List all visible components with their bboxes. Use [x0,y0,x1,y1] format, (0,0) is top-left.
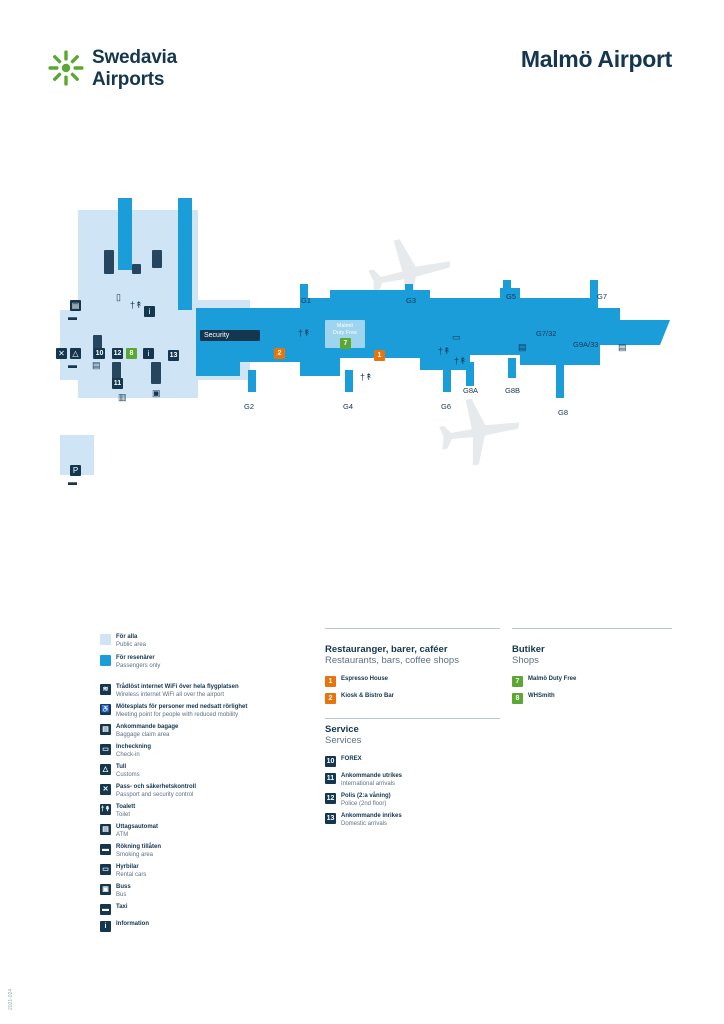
legend-label-en: Passport and security control [116,791,194,798]
page-title: Malmö Airport [520,46,672,72]
information-icon-2: i [143,348,154,359]
passport-control-icon: ✕ [56,348,67,359]
restaurant-item-1[interactable] [325,676,500,688]
check-in-icon: ▭ [100,744,111,755]
duty-free-label [325,323,365,337]
legend-item-passport-control [100,784,300,799]
divider-restaurants [325,628,500,629]
parking-icon: P [70,465,81,476]
legend-label-sw: Ankommande bagage [116,724,179,730]
brand-line-2: Airports [92,69,165,90]
map-marker-13[interactable]: 13 [169,352,178,359]
service-item-11[interactable] [325,773,500,788]
map-marker-1[interactable]: 1 [374,350,385,361]
service-item-12[interactable] [325,793,500,808]
atm-icon: ▤ [100,824,111,835]
legend-label-en: Toilet [116,811,131,818]
legend-label-sw: För alla [116,634,138,640]
toilet-icon-4: †↟ [454,356,467,366]
service-name-en: Domestic arrivals [341,820,388,827]
legend-label-sw: Buss [116,884,131,890]
legend-label-en: Baggage claim area [116,731,170,738]
legend-label-en: Check-in [116,751,140,758]
restaurants-heading-en: Restaurants, bars, coffee shops [325,655,459,666]
legend-column-restaurants [325,644,500,710]
legend-item-taxi [100,904,300,916]
map-marker-7[interactable]: 7 [340,338,351,349]
service-heading-sw: Service [325,724,359,735]
information-icon: i [144,306,155,317]
taxi-icon-2: ▬ [68,477,77,487]
legend-area-passengers [100,655,300,670]
wifi-icon: ▤ [518,342,527,352]
gate-label-G4: G4 [343,402,354,411]
legend-label-sw: Incheckning [116,744,152,750]
snowflake-icon [48,50,84,86]
legend-label-en: Smoking area [116,851,154,858]
page-header [0,0,724,120]
legend-label-sw: Information [116,921,149,927]
public-area-swatch [100,634,111,645]
map-marker-2[interactable]: 2 [274,348,285,359]
bus-icon: ▬ [68,312,77,322]
shop-name: Malmö Duty Free [528,676,577,682]
gate-label-G7: G7 [597,292,608,301]
service-name-en: Police (2nd floor) [341,800,387,807]
legend-label-en: Wireless internet WiFi all over the airport [116,691,225,698]
legend-label-sw: För resenärer [116,655,155,661]
customs-icon: △ [100,764,111,775]
gate-label-G1: G1 [301,296,312,305]
marker-13: 13 [326,815,335,822]
passengers-only-swatch [100,655,111,666]
restaurant-name: Kiosk & Bistro Bar [341,693,395,699]
toilet-icon: †↟ [100,806,111,813]
map-marker-11[interactable]: 11 [113,380,122,387]
legend-item-information [100,921,300,933]
gate-label-G7-32: G7/32 [536,329,557,338]
legend-item-customs [100,764,300,779]
security-checkpoint-label: Security [200,330,260,341]
restaurants-heading-sw: Restauranger, barer, caféer [325,644,448,655]
map-marker-10[interactable]: 10 [95,350,104,357]
service-name-en: International arrivals [341,780,396,787]
duty-free-line-1: Malmö [336,323,354,329]
passport-control-icon: ✕ [100,784,111,795]
toilet-icon: †↟ [298,328,311,338]
baggage-claim-icon: ▤ [100,724,111,735]
service-heading-en: Services [325,735,362,746]
legend-item-wifi [100,684,300,699]
service-item-10[interactable] [325,756,500,768]
bus-icon: ▣ [100,884,111,895]
brand-line-1: Swedavia [92,47,178,68]
service-name: Polis (2:a våning) [341,793,391,799]
baggage-claim-icon-2: ▣ [152,388,161,398]
legend-label-en: Meeting point for people with reduced mobility [116,711,239,718]
shop-item-7[interactable] [512,676,672,688]
map-marker-12[interactable]: 12 [113,350,122,357]
smoking-icon: ▬ [102,846,109,853]
legend-label-en: Bus [116,891,127,898]
legend-label-en: Customs [116,771,140,778]
service-name: Ankommande inrikes [341,813,402,819]
shops-heading-en: Shops [512,655,539,666]
check-in-icon-2: ▥ [118,392,127,402]
marker-12: 12 [326,795,335,802]
legend-label-sw: Trådlöst internet WiFi över hela flygplatsen [116,684,239,690]
legend-label-sw: Tull [116,764,127,770]
shops-heading-sw: Butiker [512,644,545,655]
service-name: FOREX [341,756,362,762]
legend-item-bus [100,884,300,899]
taxi-icon: ▬ [102,906,109,913]
shops-heading [512,644,672,666]
divider-shops [512,628,672,629]
legend-item-check-in [100,744,300,759]
taxi-icon: ▬ [68,360,77,370]
marker-1: 1 [325,676,336,687]
toilet-icon-2: †↟ [360,372,373,382]
legend-column-shops [512,644,672,710]
map-marker-8[interactable]: 8 [126,348,137,359]
toilet-icon-3: †↟ [438,346,451,356]
gate-label-G3: G3 [406,296,417,305]
legend-column-general [100,634,300,938]
legend-label-sw: Taxi [116,904,128,910]
marker-11: 11 [326,775,335,782]
atm-icon: ▤ [92,360,101,370]
information-icon: i [100,921,111,932]
legend-item-rental-cars [100,864,300,879]
service-heading [325,724,500,746]
wifi-icon: ≋ [100,684,111,695]
legend-item-accessibility [100,704,300,719]
legend-item-toilet [100,804,300,819]
legend-label-en: Public area [116,641,147,648]
legend-label-sw: Hyrbilar [116,864,139,870]
rental-car-icon: ▭ [100,864,111,875]
marker-2: 2 [325,693,336,704]
legend-label-sw: Pass- och säkerhetskontroll [116,784,197,790]
legend-label-en: Passengers only [116,662,161,669]
check-in-icon-3: ▯ [116,292,121,302]
marker-8: 8 [512,693,523,704]
marker-7: 7 [512,676,523,687]
gate-label-G8A: G8A [463,386,479,395]
restaurants-heading [325,644,500,666]
legend-label-en: Rental cars [116,871,147,878]
customs-icon: △ [70,348,81,359]
legend-label-en: ATM [116,831,129,838]
shop-name: WHSmith [528,693,555,699]
legend-area-public [100,634,300,649]
duty-free-line-2: Duty Free [332,330,358,336]
legend-item-atm [100,824,300,839]
shop-item-8[interactable] [512,693,672,705]
smoking-icon: ▤ [618,342,627,352]
airport-terminal-map [0,180,724,510]
legend-label-sw: Rökning tillåten [116,844,161,850]
divider-service [325,718,500,719]
legend-label-sw: Uttagsautomat [116,824,159,830]
check-in-icon: ▭ [452,332,461,342]
legend-label-sw: Toalett [116,804,136,810]
legend-column-service [325,724,500,833]
gate-label-G9A-33: G9A/33 [573,340,599,349]
legend-item-smoking [100,844,300,859]
restaurant-name: Espresso House [341,676,389,682]
brand-wordmark [92,48,177,89]
gate-label-G2: G2 [244,402,255,411]
service-name: Ankommande utrikes [341,773,403,779]
service-item-13[interactable] [325,813,500,828]
marker-10: 10 [326,758,335,765]
accessibility-icon: ♿ [101,706,110,713]
legend-item-baggage-claim [100,724,300,739]
gate-label-G8B: G8B [505,386,521,395]
passengers-only-area-shape [118,198,670,398]
gate-label-G8: G8 [558,408,569,417]
gate-label-G6: G6 [441,402,452,411]
baggage-claim-icon: ▤ [71,301,80,310]
gate-label-G5: G5 [506,292,517,301]
legend-label-sw: Mötesplats för personer med nedsatt rörlighet [116,704,248,710]
toilet-icon-5: †↟ [130,300,143,310]
restaurant-item-2[interactable] [325,693,500,705]
document-code: 2021-024 [8,988,14,1010]
